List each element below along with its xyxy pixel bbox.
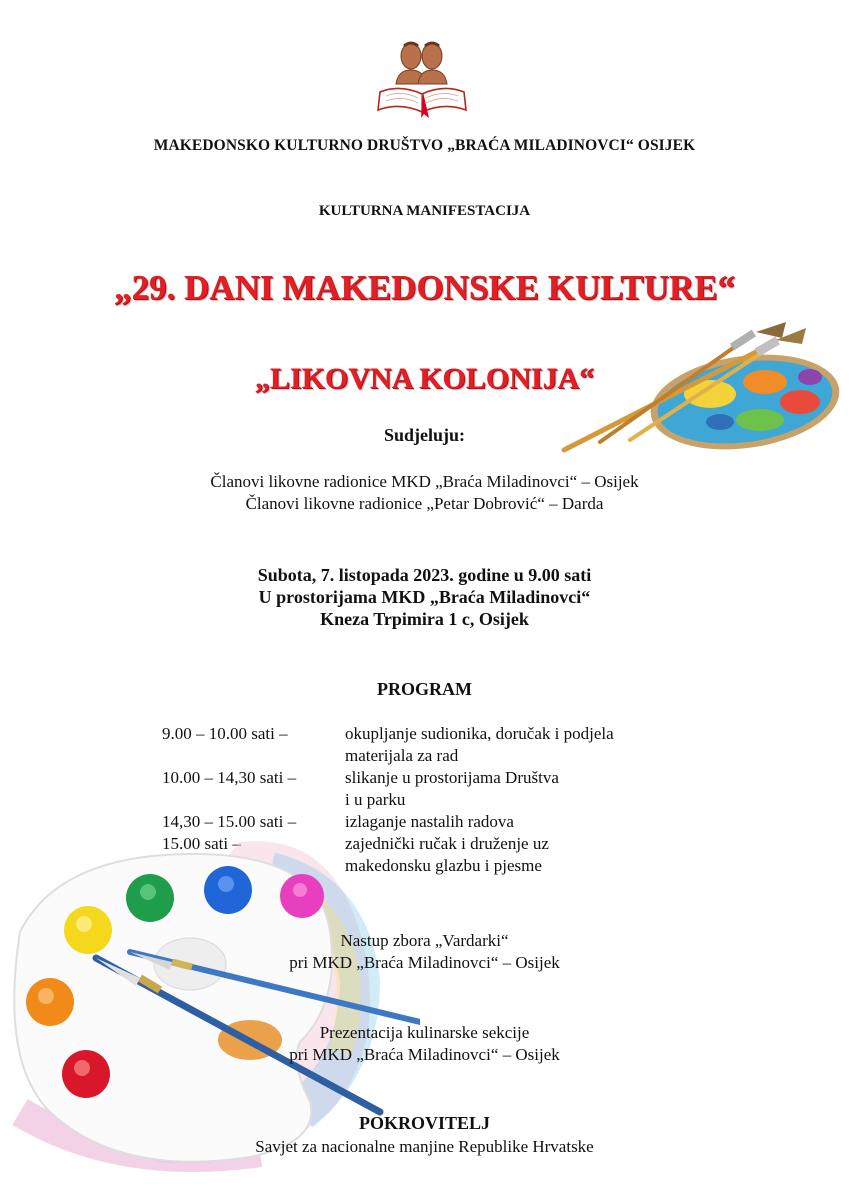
event-date: Subota, 7. listopada 2023. godine u 9.00 sati	[257, 565, 592, 585]
choir-performance	[0, 930, 849, 974]
event-date-place	[0, 564, 849, 630]
participant-line: Članovi likovne radionice MKD „Braća Miladinovci“ – Osijek	[210, 472, 639, 491]
program-time: 14,30 – 15.00 sati –	[162, 812, 297, 831]
event-kind: KULTURNA MANIFESTACIJA	[318, 203, 531, 219]
program-description-line: okupljanje sudionika, doručak i podjela	[345, 724, 614, 743]
program-description-line: izlaganje nastalih radova	[345, 812, 514, 831]
participant-line: Članovi likovne radionice „Petar Dobrović“ – Darda	[245, 494, 604, 513]
society-logo	[374, 40, 470, 118]
event-subtitle: „LIKOVNA KOLONIJA“	[254, 362, 595, 395]
paint-palette-image	[0, 812, 420, 1192]
program-time: 9.00 – 10.00 sati –	[162, 724, 288, 743]
performance-line: Nastup zbora „Vardarki“	[340, 931, 509, 950]
program-description-line: slikanje u prostorijama Društva	[345, 768, 559, 787]
program-time: 10.00 – 14,30 sati –	[162, 768, 297, 787]
program-description-line: materijala za rad	[345, 746, 459, 765]
program-description-line: i u parku	[345, 790, 406, 809]
culinary-line: pri MKD „Braća Miladinovci“ – Osijek	[289, 1045, 560, 1064]
sponsor-heading: POKROVITELJ	[358, 1113, 491, 1133]
event-address: Kneza Trpimira 1 c, Osijek	[320, 609, 529, 629]
program-row	[162, 723, 682, 767]
culinary-presentation	[0, 1022, 849, 1066]
participants-list	[0, 471, 849, 515]
event-venue: U prostorijama MKD „Braća Miladinovci“	[258, 587, 591, 607]
program-description-line: makedonsku glazbu i pjesme	[345, 856, 542, 875]
culinary-line: Prezentacija kulinarske sekcije	[319, 1023, 530, 1042]
performance-line: pri MKD „Braća Miladinovci“ – Osijek	[289, 953, 560, 972]
program-time: 15.00 sati –	[162, 834, 241, 853]
program-row	[162, 767, 682, 811]
program-description-line: zajednički ručak i druženje uz	[345, 834, 549, 853]
event-title: „29. DANI MAKEDONSKE KULTURE“	[113, 268, 735, 307]
program-description	[345, 767, 682, 811]
organization-name: MAKEDONSKO KULTURNO DRUŠTVO „BRAĆA MILADINOVCI“ OSIJEK	[153, 137, 696, 154]
program-heading: PROGRAM	[377, 679, 472, 699]
participants-heading: Sudjeluju:	[383, 425, 466, 445]
sponsor-name: Savjet za nacionalne manjine Republike Hrvatske	[255, 1137, 594, 1156]
program-description	[345, 723, 682, 767]
